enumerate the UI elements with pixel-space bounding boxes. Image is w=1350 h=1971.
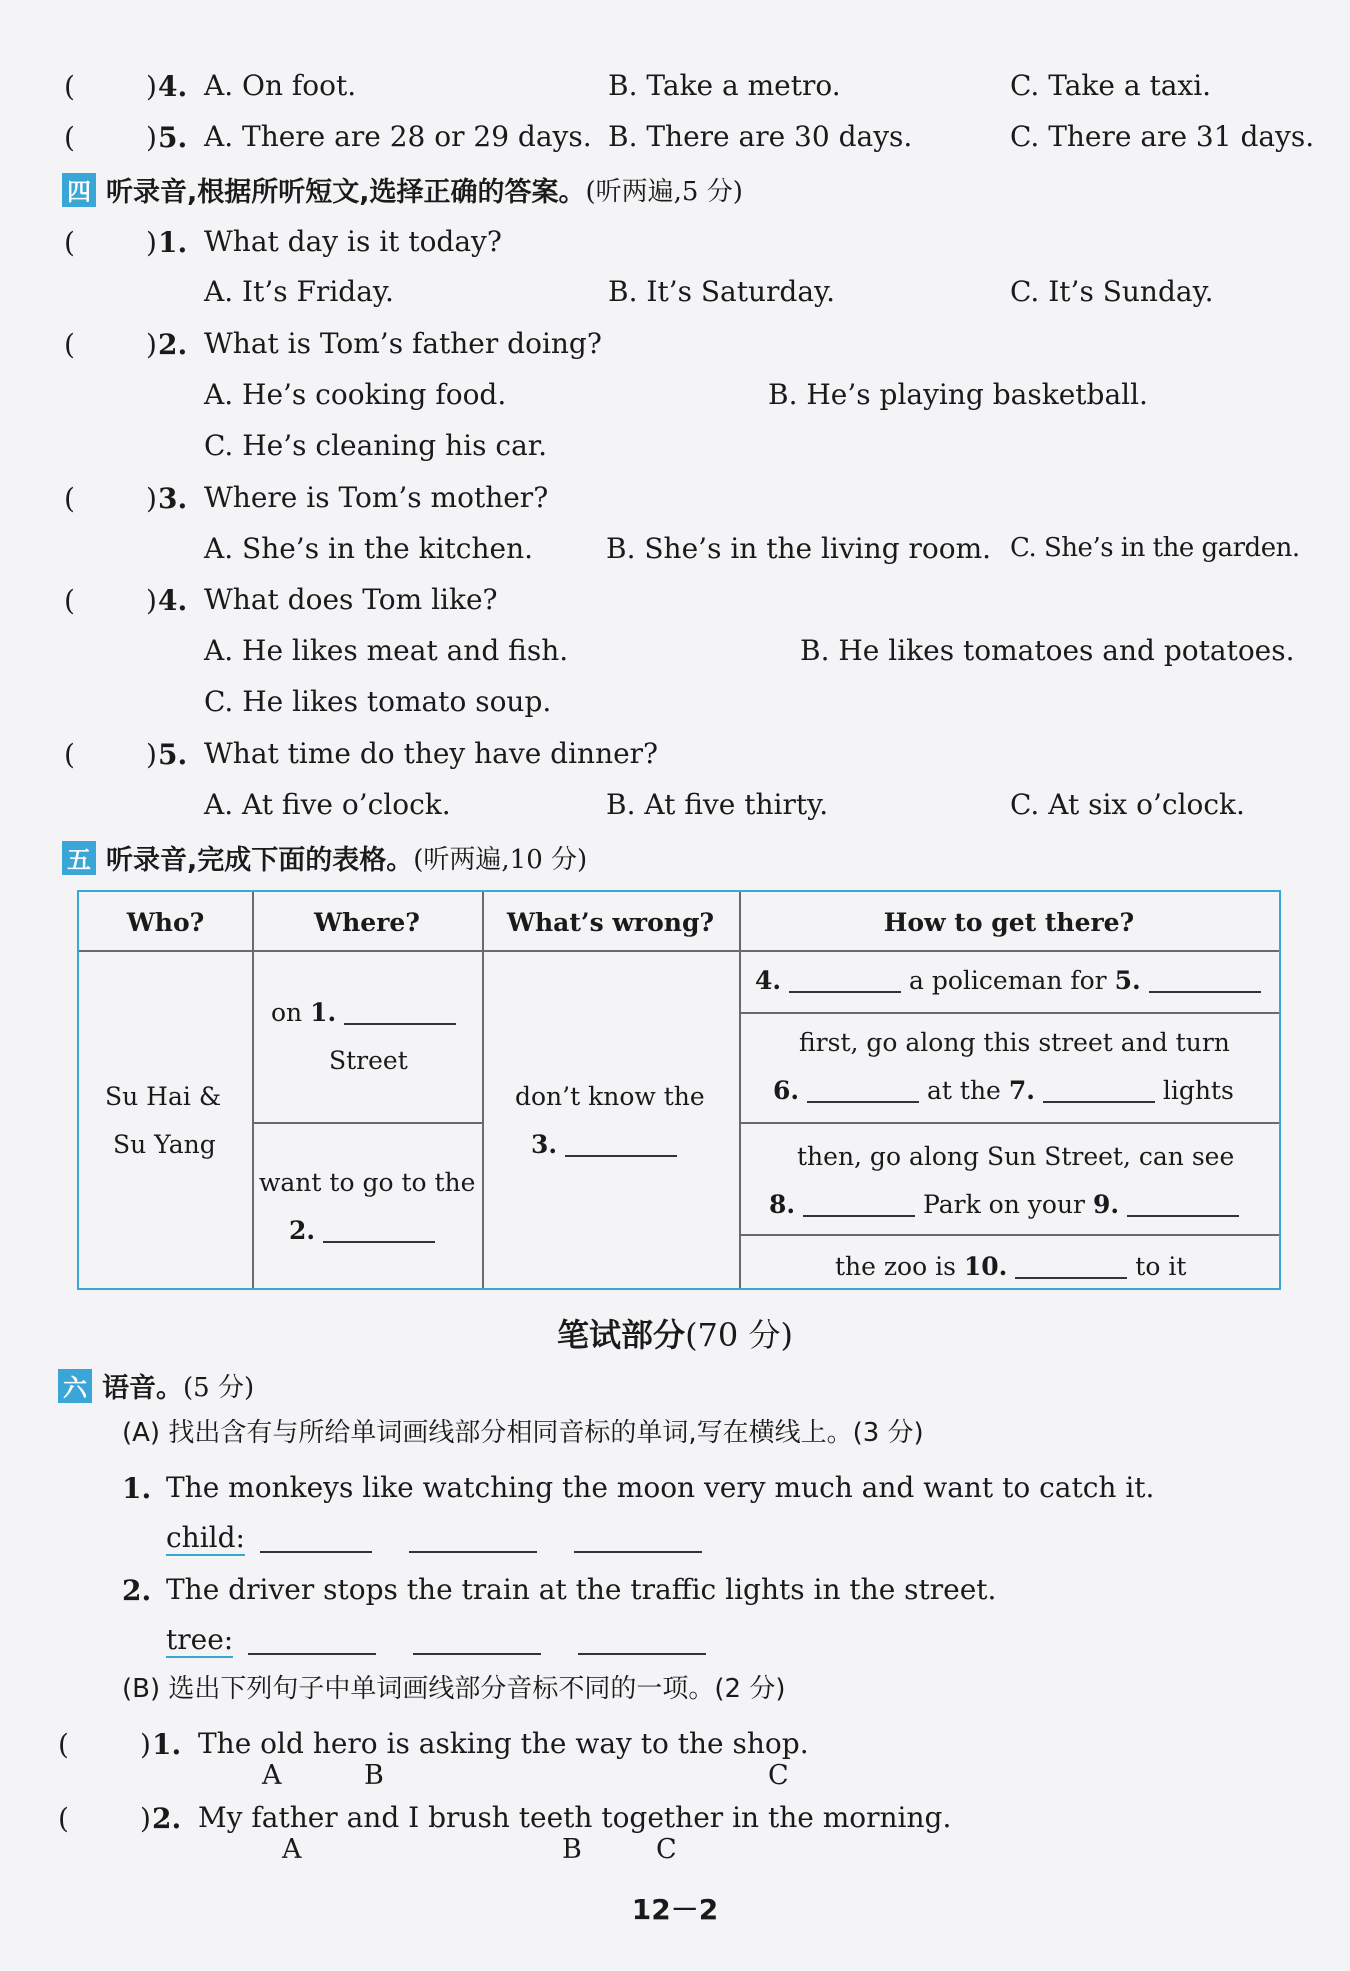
answer-paren-open: ( [64,70,75,103]
how2-pre: first, go along this street and turn [799,1028,1230,1057]
a1-word: child: [166,1521,245,1554]
option-c: C. It’s Sunday. [1010,275,1214,308]
question-number: 3. [158,482,188,515]
question-number: 5. [158,121,188,154]
answer-paren-open: ( [58,1728,69,1761]
written-points: (70 分) [685,1316,793,1354]
section6-mark: 六 [58,1369,92,1403]
section5-title: 听录音,完成下面的表格。 [106,845,414,876]
option-b: B. It’s Saturday. [608,275,836,308]
blank-number: 1. [310,998,337,1027]
blank-number: 10. [963,1252,1008,1281]
answer-blank[interactable] [803,1215,915,1217]
answer-paren-open: ( [64,482,75,515]
section5-header [62,838,587,877]
blank-number: 2. [289,1216,316,1245]
how3-mid: Park on your [923,1190,1085,1219]
option-b: B. Take a metro. [608,69,841,102]
answer-paren-open: ( [64,328,75,361]
section6-title: 语音。 [102,1373,183,1404]
answer-blank[interactable] [409,1551,537,1553]
question-text: What day is it today? [204,225,502,258]
table-divider [739,1012,1279,1014]
written-title: 笔试部分 [557,1316,686,1354]
section4-note: (听两遍,5 分) [585,177,743,207]
where2-pre: want to go to the [259,1168,476,1197]
question-number: 5. [158,738,188,771]
how4-pre: the zoo is [835,1252,956,1281]
blank-number: 4. [755,966,782,995]
answer-paren-open: ( [64,584,75,617]
answer-blank[interactable] [565,1155,677,1157]
header-who: Who? [126,908,205,937]
page-number: 12－2 [631,1893,719,1926]
how-line2 [773,1078,1234,1103]
answer-blank[interactable] [344,1023,456,1025]
table-divider [252,1122,482,1124]
answer-paren-open: ( [64,121,75,154]
a2-answer-line [166,1623,706,1656]
question-number: 2. [152,1802,182,1835]
option-c: C. There are 31 days. [1010,120,1315,153]
how4-post: to it [1135,1252,1187,1281]
a1-sentence: The monkeys like watching the moon very much and want to catch it. [166,1471,1155,1504]
answer-paren-close: ) [146,70,157,103]
how2-post: lights [1162,1076,1234,1105]
question-number: 1. [122,1472,152,1505]
how-line3 [769,1192,1239,1217]
section5-note: (听两遍,10 分) [413,845,588,875]
how-line4 [835,1254,1186,1279]
answer-paren-close: ) [146,738,157,771]
partA-instruction: (A) 找出含有与所给单词画线部分相同音标的单词,写在横线上。(3 分) [122,1418,924,1448]
question-text: What does Tom like? [204,583,498,616]
section4-header [62,170,743,209]
wrong-pre: don’t know the [515,1082,705,1111]
answer-paren-close: ) [146,226,157,259]
written-part-title [0,1310,1350,1356]
section4-mark: 四 [62,173,96,207]
option-letter-a: A [282,1834,302,1865]
table-divider [79,950,1279,952]
section5-mark: 五 [62,841,96,875]
question-number: 1. [158,226,188,259]
question-number: 1. [152,1728,182,1761]
a2-word: tree: [166,1623,234,1656]
blank-number: 3. [531,1130,558,1159]
who-line2: Su Yang [113,1130,216,1159]
where2 [289,1218,435,1243]
answer-blank[interactable] [574,1551,702,1553]
how-line1 [755,968,1261,993]
answer-paren-open: ( [58,1802,69,1835]
option-a: A. He likes meat and fish. [204,634,569,667]
table-divider [739,1122,1279,1124]
header-where: Where? [314,908,420,937]
answer-paren-close: ) [140,1802,151,1835]
option-a: A. She’s in the kitchen. [204,532,534,565]
answer-paren-close: ) [146,328,157,361]
b1-sentence: The old hero is asking the way to the shop. [198,1727,809,1760]
option-letter-c: C [656,1834,677,1865]
option-b: B. There are 30 days. [608,120,913,153]
blank-number: 7. [1008,1076,1035,1105]
option-c: C. At six o’clock. [1010,788,1245,821]
section4-title: 听录音,根据所听短文,选择正确的答案。 [106,177,586,208]
blank-number: 9. [1092,1190,1120,1219]
answer-blank[interactable] [1015,1277,1127,1279]
answer-paren-close: ) [146,482,157,515]
answer-blank[interactable] [1127,1215,1239,1217]
table-divider [739,1234,1279,1236]
question-number: 2. [122,1574,152,1607]
answer-blank[interactable] [1043,1101,1155,1103]
header-wrong: What’s wrong? [506,908,715,937]
answer-blank[interactable] [1149,991,1261,993]
answer-blank[interactable] [323,1241,435,1243]
option-a: A. It’s Friday. [204,275,394,308]
where1-post: Street [329,1046,408,1075]
option-b: B. At five thirty. [606,788,829,821]
option-letter-c: C [768,1760,789,1791]
answer-paren-close: ) [146,584,157,617]
wrong [531,1132,677,1157]
question-text: What time do they have dinner? [204,737,659,770]
blank-number: 8. [769,1190,796,1219]
option-c: C. She’s in the garden. [1010,533,1300,563]
question-text: Where is Tom’s mother? [204,481,549,514]
answer-blank[interactable] [248,1653,376,1655]
question-number: 4. [158,70,188,103]
how2-mid: at the [927,1076,1001,1105]
partB-instruction: (B) 选出下列句子中单词画线部分音标不同的一项。(2 分) [122,1674,786,1704]
answer-blank[interactable] [413,1653,541,1655]
how1-mid: a policeman for [909,966,1107,995]
where1 [271,1000,456,1025]
how3-pre: then, go along Sun Street, can see [797,1142,1235,1171]
a1-answer-line [166,1521,702,1554]
option-b: B. She’s in the living room. [606,532,992,565]
option-a: A. On foot. [204,69,357,102]
answer-blank[interactable] [260,1551,372,1553]
b2-sentence: My father and I brush teeth together in the morning. [198,1801,952,1834]
answer-blank[interactable] [789,991,901,993]
section6-note: (5 分) [183,1373,255,1403]
blank-number: 6. [773,1076,800,1105]
option-c: C. He likes tomato soup. [204,685,552,718]
blank-number: 5. [1114,966,1141,995]
header-how: How to get there? [883,908,1135,937]
question-number: 4. [158,584,188,617]
answer-blank[interactable] [578,1653,706,1655]
option-c: C. He’s cleaning his car. [204,429,547,462]
question-number: 2. [158,328,188,361]
option-a: A. He’s cooking food. [204,378,507,411]
a2-sentence: The driver stops the train at the traffic lights in the street. [166,1573,997,1606]
option-letter-b: B [562,1834,582,1865]
answer-paren-close: ) [140,1728,151,1761]
answer-paren-close: ) [146,121,157,154]
where1-pre: on [271,998,303,1027]
option-a: A. At five o’clock. [204,788,451,821]
answer-paren-open: ( [64,738,75,771]
option-b: B. He’s playing basketball. [768,378,1148,411]
listening-table [77,890,1281,1290]
option-letter-b: B [364,1760,384,1791]
section6-header [58,1366,254,1405]
answer-paren-open: ( [64,226,75,259]
answer-blank[interactable] [807,1101,919,1103]
question-text: What is Tom’s father doing? [204,327,602,360]
option-letter-a: A [262,1760,282,1791]
option-b: B. He likes tomatoes and potatoes. [800,634,1295,667]
option-a: A. There are 28 or 29 days. [204,120,592,153]
option-c: C. Take a taxi. [1010,69,1212,102]
who-line1: Su Hai & [105,1082,222,1111]
